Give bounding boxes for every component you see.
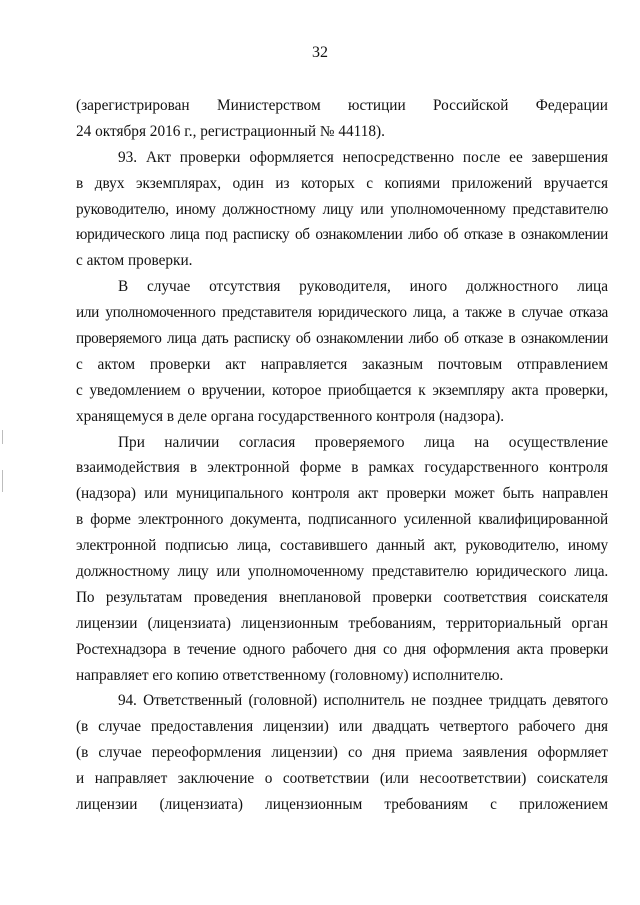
page-number: 32	[312, 44, 328, 61]
text-line: проверяемого лица дать расписку об ознакомлении либо об отказе в ознакомлении	[76, 330, 608, 348]
text-line: или уполномоченного представителя юридического лица, а также в случае отказа	[76, 304, 608, 322]
text-line: При наличии согласия проверяемого лица на осуществление	[118, 433, 608, 451]
text-line: По результатам проведения внеплановой проверки соответствия соискателя	[76, 588, 608, 606]
text-line: в форме электронного документа, подписанного усиленной квалифицированной	[76, 511, 608, 529]
text-line: (зарегистрирован Министерством юстиции Российской Федерации	[76, 97, 608, 114]
text-line: хранящемуся в деле органа государственного контроля (надзора).	[76, 407, 505, 425]
paragraph-electronic-consent	[76, 430, 608, 689]
text-line: 94. Ответственный (головной) исполнитель не позднее тридцать девятого	[118, 692, 608, 710]
text-line: руководителю, иному должностному лицу или уполномоченному представителю	[76, 200, 608, 218]
text-line: лицензии (лицензиата) лицензионным требованиям с приложением	[76, 796, 608, 814]
text-line: в двух экземплярах, один из которых с копиями приложений вручается	[76, 174, 608, 192]
paragraph-absence	[76, 274, 608, 429]
text-line: 93. Акт проверки оформляется непосредственно после ее завершения	[118, 148, 608, 166]
text-line: с актом проверки.	[76, 252, 193, 270]
scan-edge-mark	[2, 470, 3, 492]
document-body	[76, 93, 608, 818]
text-line: (в случае предоставления лицензии) или двадцать четвертого рабочего дня	[76, 718, 608, 736]
text-line: взаимодействия в электронной форме в рамках государственного контроля	[76, 459, 608, 477]
text-line: 24 октября 2016 г., регистрационный № 44118).	[76, 122, 385, 140]
text-line: (в случае переоформления лицензии) со дня приема заявления оформляет	[76, 744, 608, 762]
paragraph-94	[76, 688, 608, 817]
text-line: направляет его копию ответственному (головному) исполнителю.	[76, 666, 504, 684]
paragraph-registration-note	[76, 93, 608, 145]
text-line: должностному лицу или уполномоченному представителю юридического лица.	[76, 563, 608, 581]
text-line: и направляет заключение о соответствии (или несоответствии) соискателя	[76, 770, 608, 788]
text-line: с уведомлением о вручении, которое приобщается к экземпляру акта проверки,	[76, 381, 608, 399]
scan-edge-mark	[2, 430, 3, 444]
text-line: лицензии (лицензиата) лицензионным требованиям, территориальный орган	[76, 614, 608, 632]
text-line: (надзора) или муниципального контроля акт проверки может быть направлен	[76, 485, 608, 503]
text-line: юридического лица под расписку об ознакомлении либо об отказе в ознакомлении	[76, 226, 608, 244]
text-line: электронной подписью лица, составившего данный акт, руководителю, иному	[76, 537, 608, 555]
text-line: Ростехнадзора в течение одного рабочего дня со дня оформления акта проверки	[76, 640, 608, 658]
paragraph-93	[76, 145, 608, 274]
text-line: В случае отсутствия руководителя, иного должностного лица	[118, 278, 608, 296]
text-line: с актом проверки акт направляется заказным почтовым отправлением	[76, 355, 608, 373]
